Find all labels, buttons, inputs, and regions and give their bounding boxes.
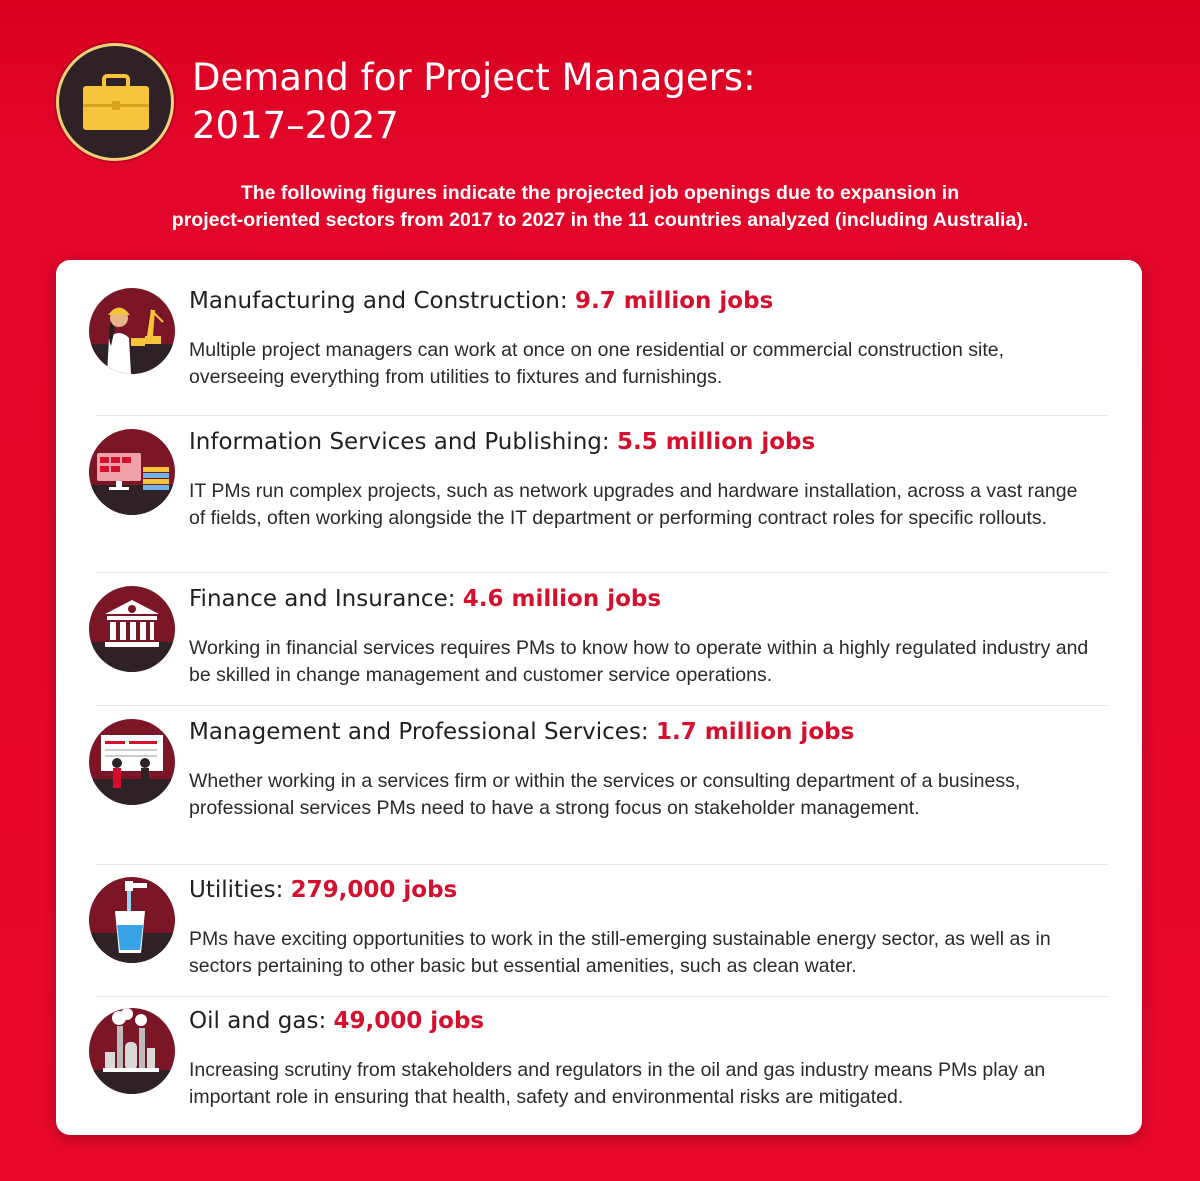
oil-refinery-icon	[89, 1008, 175, 1094]
sector-name: Manufacturing and Construction:	[189, 288, 575, 314]
sector-description: IT PMs run complex projects, such as network upgrades and hardware installation, across a vast range of fields, often working alongside the IT department or performing contract roles for specific rollouts.	[189, 480, 1078, 529]
construction-worker-icon	[89, 288, 175, 374]
divider	[96, 572, 1108, 573]
sector-name: Management and Professional Services:	[189, 719, 656, 745]
sector-heading	[189, 288, 773, 314]
divider	[96, 996, 1108, 997]
sector-name: Finance and Insurance:	[189, 586, 463, 612]
divider	[96, 864, 1108, 865]
title-line-2: 2017–2027	[192, 104, 399, 147]
divider	[96, 705, 1108, 706]
sector-description: Whether working in a services firm or within the services or consulting department of a business, professional services PMs need to have a strong focus on stakeholder management.	[189, 770, 1021, 819]
sector-description: Working in financial services requires PMs to know how to operate within a highly regulated industry and be skilled in change management and customer service operations.	[189, 637, 1089, 686]
sector-jobs: 9.7 million jobs	[574, 288, 774, 314]
sector-heading	[189, 1008, 484, 1034]
bank-building-icon	[89, 586, 175, 672]
title-line-1: Demand for Project Managers:	[192, 56, 756, 99]
sector-description: PMs have exciting opportunities to work in the still-emerging sustainable energy sector, as well as in sectors pertaining to other basic but essential amenities, such as clean water.	[189, 928, 1051, 977]
sector-jobs: 49,000 jobs	[333, 1008, 485, 1034]
page-title	[192, 54, 892, 150]
presentation-board-icon	[89, 719, 175, 805]
computer-monitor-icon	[89, 429, 175, 515]
sector-heading	[189, 719, 854, 745]
briefcase-icon	[56, 43, 174, 161]
sector-jobs: 1.7 million jobs	[656, 719, 855, 745]
sector-jobs: 5.5 million jobs	[616, 429, 816, 455]
sector-description: Increasing scrutiny from stakeholders and regulators in the oil and gas industry means PMs play an important role in ensuring that health, safety and environmental risks are mitigated.	[189, 1059, 1046, 1108]
sector-heading	[189, 877, 457, 903]
sector-name: Utilities:	[189, 877, 291, 903]
sector-heading	[189, 429, 815, 455]
sector-description: Multiple project managers can work at once on one residential or commercial construction site, overseeing everything from utilities to fixtures and furnishings.	[189, 339, 1005, 388]
sectors-card	[56, 260, 1142, 1135]
sector-jobs: 279,000 jobs	[290, 877, 458, 903]
water-glass-icon	[89, 877, 175, 963]
sector-name: Information Services and Publishing:	[189, 429, 617, 455]
subtitle-line-2: project-oriented sectors from 2017 to 2027 in the 11 countries analyzed (including Australia).	[171, 209, 1029, 231]
page-subtitle	[60, 180, 1140, 234]
divider	[96, 415, 1108, 416]
sector-name: Oil and gas:	[189, 1008, 334, 1034]
sector-heading	[189, 586, 661, 612]
subtitle-line-1: The following figures indicate the projected job openings due to expansion in	[240, 182, 960, 204]
sector-jobs: 4.6 million jobs	[462, 586, 662, 612]
